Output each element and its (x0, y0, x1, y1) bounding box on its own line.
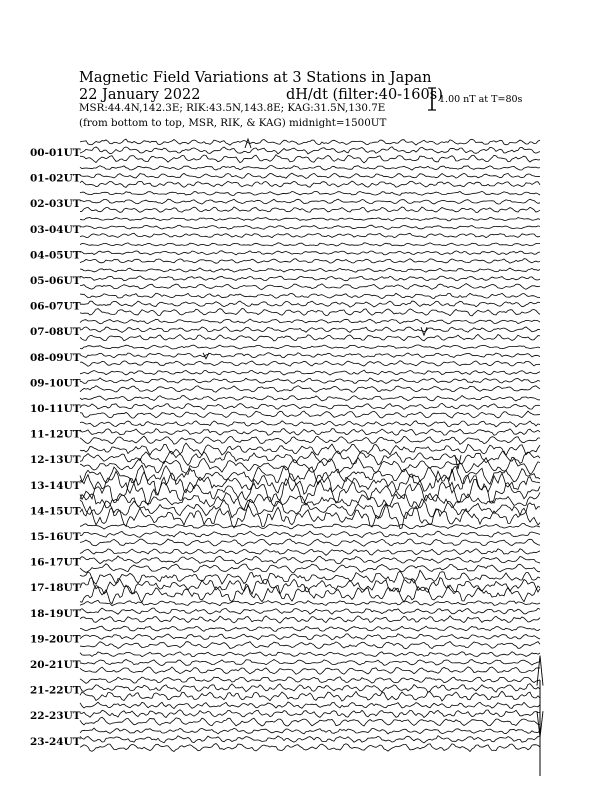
trace-kag (80, 191, 540, 195)
trace-kag (80, 396, 540, 401)
trace-rik (80, 225, 540, 229)
trace-kag (80, 139, 540, 145)
hour-label: 10-11UT (30, 403, 81, 415)
trace-rik (80, 684, 540, 693)
filter-label: dH/dt (filter:40-160s) (286, 87, 443, 103)
trace-kag (80, 677, 540, 684)
hour-label: 00-01UT (30, 147, 81, 159)
hour-label: 08-09UT (30, 351, 81, 364)
trace-msr (80, 155, 540, 163)
trace-kag (80, 217, 540, 220)
trace-msr (80, 259, 540, 264)
trace-rik (80, 736, 540, 743)
trace-rik (80, 353, 540, 358)
trace-rik (80, 556, 540, 564)
hour-label: 01-02UT (30, 172, 81, 185)
trace-rik (80, 608, 540, 614)
trace-kag (80, 268, 540, 272)
trace-msr (80, 744, 540, 752)
trace-rik (80, 429, 540, 436)
trace-msr (80, 334, 540, 341)
trace-kag (80, 345, 540, 349)
hour-label: 23-24UT (30, 735, 81, 748)
trace-rik (80, 531, 540, 537)
hour-label: 11-12UT (30, 428, 81, 441)
trace-msr (80, 667, 540, 675)
scale-bar-label: 1.00 nT at T=80s (439, 94, 523, 105)
trace-msr (80, 181, 540, 187)
trace-msr (80, 233, 540, 237)
trace-msr (80, 691, 540, 701)
trace-rik (80, 173, 540, 178)
trace-kag (80, 421, 540, 427)
trace-msr (80, 642, 540, 649)
trace-kag (80, 166, 540, 171)
hour-label: 19-20UT (30, 633, 81, 646)
trace-rik (80, 634, 540, 640)
hour-label: 20-21UT (30, 659, 81, 671)
trace-kag (80, 702, 540, 709)
trace-rik (80, 660, 540, 666)
trace-msr (80, 436, 540, 444)
trace-msr (80, 564, 540, 573)
trace-spike (203, 353, 209, 359)
trace-rik (80, 251, 540, 255)
trace-rik (80, 403, 540, 409)
trace-spike (449, 469, 455, 481)
trace-msr (80, 717, 540, 726)
trace-msr (80, 457, 540, 474)
trace-rik (80, 378, 540, 384)
trace-rik (80, 710, 540, 718)
trace-kag (80, 600, 540, 605)
trace-rik (80, 276, 540, 281)
trace-msr (80, 284, 540, 290)
trace-msr (80, 616, 540, 623)
hour-label: 16-17UT (30, 556, 81, 569)
trace-kag (80, 523, 540, 529)
trace-kag (80, 370, 540, 375)
trace-kag (80, 549, 540, 556)
trace-msr (80, 386, 540, 393)
trace-msr (80, 361, 540, 367)
trace-rik (80, 147, 540, 154)
trace-kag (80, 626, 540, 631)
trace-kag (80, 243, 540, 246)
station-order-note: (from bottom to top, MSR, RIK, & KAG) midnight=1500UT (79, 117, 387, 129)
trace-msr (80, 309, 540, 316)
trace-rik (80, 199, 540, 204)
trace-rik (80, 301, 540, 307)
hour-label: 09-10UT (30, 377, 81, 390)
trace-msr (80, 539, 540, 546)
hour-label: 17-18UT (30, 582, 81, 595)
hour-label: 04-05UT (30, 249, 81, 262)
hour-label: 06-07UT (30, 300, 81, 313)
trace-msr (80, 584, 540, 604)
trace-kag (80, 652, 540, 657)
hour-label: 21-22UT (30, 684, 81, 697)
trace-kag (80, 319, 540, 324)
hour-label: 07-08UT (30, 326, 81, 339)
hour-label: 03-04UT (30, 223, 81, 236)
hour-label: 12-13UT (30, 454, 81, 467)
chart-title: Magnetic Field Variations at 3 Stations in Japan (79, 70, 432, 86)
hour-label: 02-03UT (30, 198, 81, 211)
hour-label: 13-14UT (30, 479, 81, 492)
trace-msr (80, 411, 540, 418)
station-coordinates: MSR:44.4N,142.3E; RIK:43.5N,143.8E; KAG:31.5N,130.7E (79, 102, 386, 114)
trace-msr (80, 207, 540, 213)
hour-label: 18-19UT (30, 607, 81, 620)
hour-label: 22-23UT (30, 710, 81, 723)
hour-label: 14-15UT (30, 505, 81, 518)
trace-rik (80, 327, 540, 333)
trace-kag (80, 728, 540, 734)
trace-kag (80, 570, 540, 584)
hour-label: 05-06UT (30, 275, 81, 287)
date-label: 22 January 2022 (79, 87, 201, 103)
trace-kag (80, 443, 540, 456)
trace-kag (80, 293, 540, 298)
hour-label: 15-16UT (30, 531, 81, 543)
